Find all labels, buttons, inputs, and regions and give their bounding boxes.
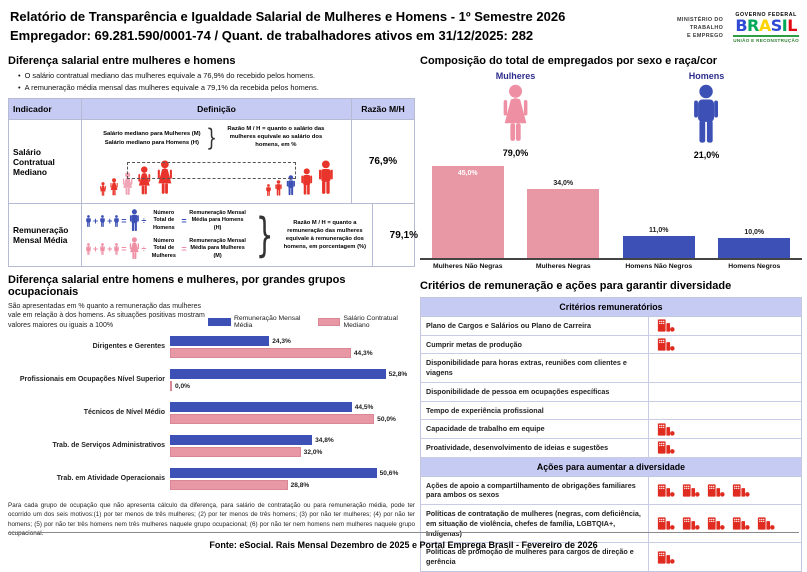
female-person-icon (109, 178, 119, 197)
criterion-label: Tempo de experiência profissional (421, 402, 649, 420)
male-person-icon (689, 84, 723, 148)
company-building-icon (656, 551, 676, 564)
bar-value-label: 28,8% (290, 481, 310, 489)
plus-icon: + (92, 244, 99, 254)
median-women-line: Salário mediano para Mulheres (M) (103, 130, 201, 137)
occupation-group-row (8, 369, 415, 391)
median-salary-bar (170, 480, 288, 490)
bar-line (170, 480, 415, 490)
right-column (420, 55, 802, 572)
criterion-row (421, 354, 801, 382)
company-building-icon (731, 484, 751, 497)
male-person-icon (316, 160, 336, 197)
formula-divisor-label: Número Total de Homens (152, 210, 175, 231)
male-person-icon (113, 215, 120, 228)
brasil-wordmark (733, 18, 799, 34)
occupational-subheader (8, 302, 415, 330)
legend-item (318, 315, 415, 329)
bar-line (170, 348, 415, 358)
diversity-actions-header: Ações para aumentar a diversidade (421, 458, 801, 477)
company-building-icon (706, 484, 726, 497)
occupation-group-row (8, 402, 415, 424)
criterion-label: Disponibilidade para horas extras, reuniões com clientes e viagens (421, 354, 649, 381)
company-building-icon (656, 319, 676, 332)
female-person-icon (128, 237, 141, 261)
median-salary-bar (170, 348, 351, 358)
bar-line (170, 468, 415, 478)
criterion-markers (649, 505, 801, 542)
bullet-item (18, 71, 415, 80)
occupation-label: Trab. em Atividade Operacionais (56, 475, 165, 483)
company-building-icon (706, 517, 726, 530)
criterion-markers (649, 383, 801, 401)
mean-ratio-value: 79,1% (389, 229, 419, 241)
category-label: Mulheres Negras (535, 263, 591, 270)
bar-value-label: 52,8% (388, 370, 408, 378)
median-salary-bar (170, 381, 172, 391)
occupation-label: Dirigentes e Gerentes (92, 343, 165, 351)
bar-line (170, 369, 415, 379)
brasil-letter: B (735, 16, 748, 36)
criterion-markers (649, 439, 801, 457)
occupational-chart (8, 336, 415, 490)
formula-result-label: Remuneração Mensal Média para Mulheres (M) (189, 238, 246, 259)
bar-line (170, 381, 415, 391)
median-persons-diagram (85, 155, 348, 199)
male-person-icon (128, 209, 141, 233)
composition-bar (527, 189, 599, 258)
report-titles (10, 8, 565, 46)
brasil-letter: I (781, 16, 788, 36)
gov-federal-logo (733, 12, 799, 43)
criterion-label: Cumprir metas de produção (421, 336, 649, 354)
column-header-razao: Razão M/H (361, 104, 405, 114)
company-building-icon (656, 517, 676, 530)
bar-line (170, 402, 415, 412)
occupation-bars (170, 336, 415, 358)
plus-icon: + (107, 216, 113, 226)
criterion-label: Plano de Cargos e Salários ou Plano de Carreira (421, 317, 649, 335)
legend-label: Salário Contratual Mediano (343, 315, 398, 330)
occupation-group-row (8, 336, 415, 358)
female-person-icon (113, 243, 120, 256)
pay-gap-section-title: Diferença salarial entre mulheres e homens (8, 55, 236, 67)
median-men-line: Salário mediano para Homens (H) (104, 139, 199, 146)
bullet-text: O salário contratual mediano das mulheres equivale a 76,9% do recebido pelos homens. (24, 71, 316, 80)
bar-value-label: 0,0% (175, 382, 191, 390)
ratio-explanation: Razão M / H = quanto o salário das mulheres equivale ao salário dos homens, em % (227, 126, 325, 148)
female-person-icon (99, 243, 106, 256)
ministry-logo (677, 16, 723, 40)
female-person-icon (99, 182, 107, 197)
occupation-label: Técnicos de Nível Médio (83, 409, 165, 417)
bar-line (170, 447, 415, 457)
company-building-icon (656, 423, 676, 436)
category-label: Homens Não Negros (625, 263, 693, 270)
report-subtitle: Empregador: 69.281.590/0001-74 / Quant. de trabalhadores ativos em 31/12/2025: 282 (10, 27, 534, 43)
footer-divider (8, 532, 799, 533)
remuneration-criteria-header: Critérios remuneratórios (421, 298, 801, 317)
male-person-icon (689, 84, 723, 148)
equals-icon: = (181, 216, 187, 226)
column-header-definicao: Definição (81, 99, 352, 119)
male-person-icon (299, 168, 314, 197)
gov-federal-label: GOVERNO FEDERAL (735, 12, 797, 19)
occupation-bars (170, 468, 415, 490)
bar-value-label: 34,0% (553, 179, 574, 187)
bullet-item (18, 83, 415, 92)
criterion-markers (649, 317, 801, 335)
criterion-row (421, 336, 801, 355)
female-person-icon (499, 84, 532, 146)
bullet-text: A remuneração média mensal das mulheres equivale a 79,1% da recebida pelos homens. (24, 83, 319, 92)
men-total-block (611, 71, 802, 160)
chart-legend (208, 302, 415, 330)
bullet-icon: • (18, 83, 21, 92)
category-label: Homens Negros (728, 263, 781, 270)
legend-label: Remuneração Mensal Média (233, 315, 301, 330)
sex-totals (420, 71, 802, 160)
men-percentage: 21,0% (693, 150, 720, 160)
indicator-table-header (9, 99, 414, 120)
divide-icon: ÷ (141, 244, 147, 254)
criterion-markers (649, 420, 801, 438)
occupational-footnote: Para cada grupo de ocupação que não apresenta cálculo da diferença, para salário de contratação ou para remuneração média, pode ter ocorrido um dos seis motivos:(1) por ter menos de três mulheres; (2) por ter menos de três homens; (3) por não ter mulheres; (4) por não ter homens; (5) por não ter três homens nem três mulheres naquele grupo ocupacional; (6) por não ter nem homens nem mulheres naquele grupo ocupacional. (8, 502, 415, 537)
formula-divisor-label: Número Total de Mulheres (151, 238, 176, 259)
mean-remuneration-bar (170, 402, 352, 412)
composition-section-title: Composição do total de empregados por sexo e raça/cor (420, 55, 718, 67)
mean-remuneration-bar (170, 369, 386, 379)
gov-slogan: UNIÃO E RECONSTRUÇÃO (733, 35, 799, 43)
bullet-icon: • (18, 71, 21, 80)
mean-remuneration-bar (170, 435, 312, 445)
equals-icon: = (121, 216, 127, 226)
indicator-name: Salário Contratual Mediano (13, 146, 55, 177)
bar-value-label: 44,3% (353, 349, 373, 357)
occupation-group-row (8, 468, 415, 490)
occupation-bars (170, 402, 415, 424)
occupation-bars (170, 369, 415, 391)
bar-line (170, 414, 415, 424)
occupation-label: Profissionais em Ocupações Nível Superior (19, 376, 165, 384)
plus-icon: + (92, 216, 99, 226)
criterion-row (421, 383, 801, 402)
divide-icon: ÷ (141, 216, 147, 226)
company-building-icon (681, 517, 701, 530)
indicator-name: Remuneração Mensal Média (13, 225, 69, 245)
formula-result-label: Remuneração Mensal Média para Homens (H) (189, 210, 246, 231)
brasil-letter: R (747, 16, 759, 36)
criterion-row (421, 317, 801, 336)
criteria-table (420, 297, 802, 572)
bar-value-label: 50,0% (377, 415, 396, 423)
bar-value-label: 24,3% (272, 337, 291, 345)
criterion-row (421, 420, 801, 439)
occupational-subtitle: São apresentadas em % quanto a remuneração das mulheres vale em relação à dos homens. As situações positivas mostram valores maiores ou iguais a 100% (8, 303, 205, 329)
brasil-letter: S (770, 16, 782, 36)
occupation-label: Trab. de Serviços Administrativos (52, 442, 165, 450)
bar-line (170, 336, 415, 346)
criterion-markers (649, 477, 801, 504)
bar-value-label: 11,0% (649, 226, 669, 234)
median-salary-bar (170, 414, 374, 424)
male-person-icon (99, 215, 106, 228)
company-building-icon (656, 441, 676, 454)
bar-value-label: 10,0% (744, 228, 765, 236)
footer-source: Fonte: eSocial. Rais Mensal Dezembro de 2025 e Portal Emprega Brasil - Fevereiro de 2026 (209, 540, 598, 550)
legend-item (208, 315, 309, 329)
female-person-icon (499, 84, 532, 146)
equals-icon: = (181, 244, 187, 254)
criterion-label: Ações de apoio a compartilhamento de obrigações familiares para ambos os sexos (421, 477, 649, 504)
bar-value-label: 32,0% (303, 448, 323, 456)
bar-value-label: 45,0% (457, 170, 478, 178)
occupation-group-row (8, 435, 415, 457)
legend-swatch (208, 318, 231, 326)
brace-glyph: } (205, 124, 217, 152)
table-row-mean-remuneration (9, 204, 419, 266)
criterion-markers (649, 354, 801, 381)
company-building-icon (731, 517, 751, 530)
criterion-label: Proatividade, desenvolvimento de ideias e sugestões (421, 439, 649, 457)
ministry-line: TRABALHO (689, 24, 724, 31)
company-building-icon (756, 517, 776, 530)
report-title: Relatório de Transparência e Igualdade Salarial de Mulheres e Homens - 1º Semestre 2026 (10, 9, 566, 24)
occupation-bars (170, 435, 415, 457)
female-person-icon (85, 243, 92, 256)
male-person-icon (265, 184, 272, 197)
company-building-icon (656, 338, 676, 351)
criterion-label: Disponibilidade de pessoa em ocupações específicas (421, 383, 649, 401)
median-dashed-box (127, 162, 296, 179)
equals-icon: = (121, 244, 127, 254)
column-header-indicador: Indicador (13, 104, 52, 114)
composition-categories (420, 263, 802, 270)
criterion-row (421, 402, 801, 421)
company-building-icon (681, 484, 701, 497)
male-person-icon (274, 180, 283, 197)
category-label: Mulheres Não Negras (432, 263, 503, 270)
criterion-row (421, 505, 801, 543)
indicator-definition (81, 204, 373, 266)
pay-gap-bullets (18, 71, 415, 92)
criterion-label: Capacidade de trabalho em equipe (421, 420, 649, 438)
men-mean-formula (85, 209, 248, 233)
composition-bar-cell (707, 229, 803, 258)
women-total-block (420, 71, 611, 160)
women-mean-formula (85, 237, 248, 261)
plus-icon: + (107, 244, 113, 254)
criterion-markers (649, 336, 801, 354)
indicator-table (8, 98, 419, 267)
ministry-line: MINISTÉRIO DO (677, 16, 724, 23)
brace-glyph: } (255, 208, 274, 262)
report-header (10, 8, 799, 46)
bar-value-label: 50,6% (379, 469, 399, 477)
composition-chart (420, 164, 802, 270)
median-ratio-value: 76,9% (368, 156, 398, 167)
women-percentage: 79,0% (502, 148, 529, 158)
composition-bar (623, 236, 695, 258)
legend-swatch (318, 318, 341, 326)
occupational-section-title: Diferença salarial entre homens e mulheres, por grandes grupos ocupacionais (8, 274, 346, 298)
composition-bar-cell (420, 166, 516, 258)
median-salary-bar (170, 447, 301, 457)
composition-bar-cell (611, 227, 707, 258)
left-column (8, 55, 419, 538)
brasil-letter: A (758, 16, 771, 36)
brasil-letter: L (787, 16, 797, 36)
mean-remuneration-bar (170, 336, 269, 346)
median-definition-text (85, 124, 348, 152)
header-logos (677, 8, 799, 46)
composition-bar (432, 166, 504, 258)
men-label: Homens (688, 71, 725, 81)
criterion-label: Políticas de promoção de mulheres para cargos de direção e gerência (421, 543, 649, 570)
male-person-icon (85, 215, 92, 228)
criteria-section-title: Critérios de remuneração e ações para garantir diversidade (420, 280, 732, 292)
bar-line (170, 435, 415, 445)
indicator-definition (81, 120, 352, 203)
mean-remuneration-bar (170, 468, 377, 478)
criterion-row (421, 439, 801, 458)
criterion-row (421, 477, 801, 505)
composition-bars (420, 164, 802, 260)
composition-bar-cell (516, 180, 612, 258)
table-row-median-salary (9, 120, 414, 204)
company-building-icon (656, 484, 676, 497)
ratio-explanation: Razão M / H = quanto a remuneração das mulheres equivale à remuneração dos homens, em porcentagem (%) (283, 219, 367, 251)
ministry-line: E EMPREGO (687, 32, 724, 39)
criterion-markers (649, 402, 801, 420)
bar-value-label: 44,5% (354, 403, 374, 411)
composition-bar (718, 238, 790, 258)
bar-value-label: 34,8% (315, 436, 334, 444)
mean-formula-diagram (85, 208, 369, 262)
criterion-label: Políticas de contratação de mulheres (negras, com deficiência, em situação de violência, chefes de família, LGBTQIA+, Indígenas) (421, 505, 649, 542)
women-label: Mulheres (495, 71, 536, 81)
